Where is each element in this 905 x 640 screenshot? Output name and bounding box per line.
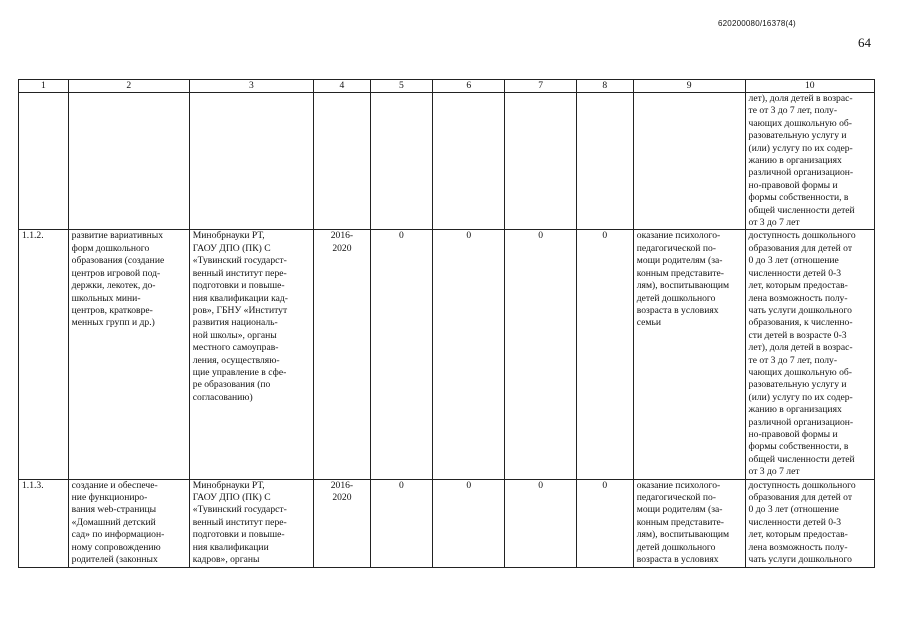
column-number: 9	[633, 80, 745, 93]
event-cell: развитие вариативных форм дошкольного образования (создание центров игровой под- держки, лекотек, до- школьных мини- центров, кратковре- менных групп и др.)	[68, 230, 189, 479]
value-cell: 0	[370, 230, 432, 479]
indicator-cell: доступность дошкольного образования для детей от 0 до 3 лет (отношение численности детей 0-3 лет, которым предостав- лена возможность полу- чать услуги дошкольного	[745, 479, 874, 567]
row-number: 1.1.3.	[19, 479, 69, 567]
value-cell: 0	[576, 479, 633, 567]
empty-cell	[633, 93, 745, 230]
column-number: 2	[68, 80, 189, 93]
document-id: 620200080/16378(4)	[718, 19, 796, 28]
column-number: 4	[313, 80, 370, 93]
column-number: 10	[745, 80, 874, 93]
column-number: 6	[432, 80, 504, 93]
value-cell: 0	[370, 479, 432, 567]
empty-cell	[68, 93, 189, 230]
indicator-cell: доступность дошкольного образования для детей от 0 до 3 лет (отношение численности детей 0-3 лет, которым предостав- лена возможность полу- чать услуги дошкольного образования, к численно- сти детей в возрасте 0-3 лет), доля детей в возрас- те от 3 до 7 лет, полу- чающих дошкольную об- разовательную услугу и (или) услугу по их содер- жанию в организациях различной организацион- но-правовой формы и формы собственности, в общей численности детей от 3 до 7 лет	[745, 230, 874, 479]
empty-cell	[189, 93, 313, 230]
empty-cell	[505, 93, 576, 230]
period-cell: 2016- 2020	[313, 230, 370, 479]
empty-cell	[370, 93, 432, 230]
column-number: 5	[370, 80, 432, 93]
executors-cell: Минобрнауки РТ, ГАОУ ДПО (ПК) С «Тувинский государст- венный институт пере- подготовки и повыше- ния квалификации кадров», органы	[189, 479, 313, 567]
value-cell: 0	[505, 479, 576, 567]
column-number: 1	[19, 80, 69, 93]
row-number: 1.1.2.	[19, 230, 69, 479]
value-cell: 0	[576, 230, 633, 479]
program-table	[18, 79, 875, 568]
column-number: 7	[505, 80, 576, 93]
page-number: 64	[858, 35, 871, 50]
empty-cell	[19, 93, 69, 230]
event-cell: создание и обеспече- ние функциониро- вания web-страницы «Домашний детский сад» по информацион- ному сопровождению родителей (законных	[68, 479, 189, 567]
table-row	[19, 479, 875, 567]
column-number: 3	[189, 80, 313, 93]
column-number: 8	[576, 80, 633, 93]
continuation-row	[19, 93, 875, 230]
empty-cell	[313, 93, 370, 230]
empty-cell	[432, 93, 504, 230]
period-cell: 2016- 2020	[313, 479, 370, 567]
value-cell: 0	[432, 230, 504, 479]
result-cell: оказание психолого- педагогической по- мощи родителям (за- конным представите- лям), воспитывающим детей дошкольного возраста в условиях	[633, 479, 745, 567]
value-cell: 0	[505, 230, 576, 479]
column-number-row	[19, 80, 875, 93]
value-cell: 0	[432, 479, 504, 567]
table-row	[19, 230, 875, 479]
result-cell: оказание психолого- педагогической по- мощи родителям (за- конным представите- лям), воспитывающим детей дошкольного возраста в условиях семьи	[633, 230, 745, 479]
indicator-cell: лет), доля детей в возрас- те от 3 до 7 лет, полу- чающих дошкольную об- разовательную услугу и (или) услугу по их содер- жанию в организациях различной организацион- но-правовой формы и формы собственности, в общей численности детей от 3 до 7 лет	[745, 93, 874, 230]
empty-cell	[576, 93, 633, 230]
executors-cell: Минобрнауки РТ, ГАОУ ДПО (ПК) С «Тувинский государст- венный институт пере- подготовки и повыше- ния квалификации кад- ров», ГБНУ «Институт развития националь- ной школы», органы местного самоуправ- ления, осуществляю- щие управление в сфе- ре образования (по согласованию)	[189, 230, 313, 479]
